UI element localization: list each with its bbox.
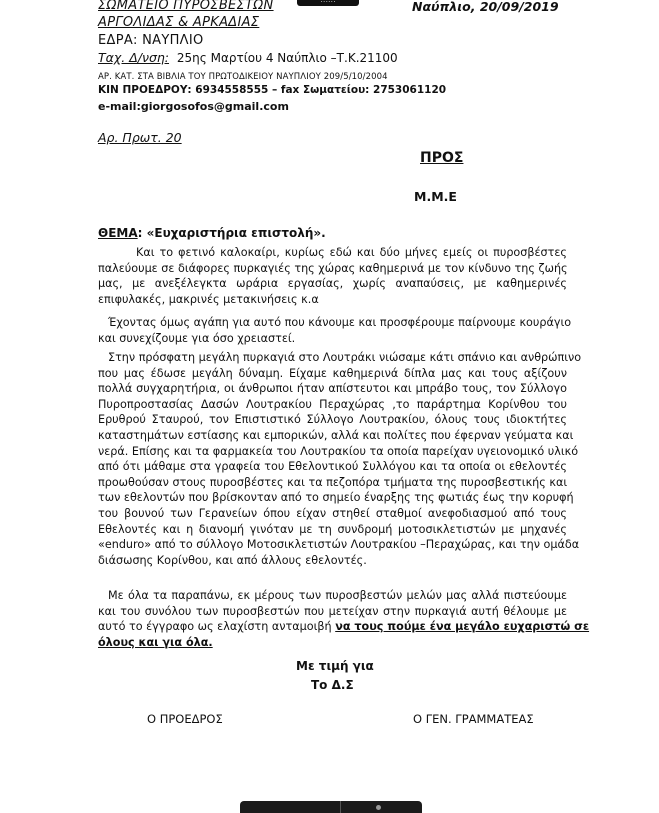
paragraph-line: Εθελοντές και η διανομή γινόταν με τη συνδρομή μοτοσικλετιστών με μηχανές bbox=[98, 522, 567, 536]
paragraph-3 bbox=[98, 350, 582, 568]
paragraph-1 bbox=[98, 245, 567, 307]
closing-line-4 bbox=[98, 635, 567, 651]
org-name-line2: ΑΡΓΟΛΙΔΑΣ & ΑΡΚΑΔΙΑΣ bbox=[98, 15, 260, 30]
paragraph-line: Στην πρόσφατη μεγάλη πυρκαγιά στο Λουτράκι νιώσαμε κάτι σπάνιο και ανθρώπινο bbox=[108, 351, 582, 364]
paragraph-line: καταστημάτων εστίασης και εμπορικών, αλλά και πολίτες που έφερναν γεύματα και bbox=[98, 428, 574, 442]
paragraph-line: διάσωσης Κορίνθου, και από άλλους εθελοντές. bbox=[98, 553, 367, 567]
place-date: Ναύπλιο, 20/09/2019 bbox=[412, 0, 559, 14]
signoff-line-1: Με τιμή για bbox=[296, 659, 374, 673]
org-seat: ΕΔΡΑ: ΝΑΥΠΛΙΟ bbox=[98, 33, 204, 48]
email-address: e-mail:giorgosofos@gmail.com bbox=[98, 100, 289, 113]
paragraph-line: επιφυλακές, μακρινές μετακινήσεις κ.α bbox=[98, 292, 319, 306]
closing-line-3-plain: αυτό το έγγραφο ως ελαχίστη ανταμοιβή bbox=[98, 620, 336, 634]
closing-line-3 bbox=[98, 619, 590, 635]
recipient-name: Μ.Μ.Ε bbox=[414, 189, 457, 204]
paragraph-2 bbox=[98, 315, 572, 346]
org-name-line1: ΣΩΜΑΤΕΙΟ ΠΥΡΟΣΒΕΣΤΩΝ bbox=[98, 0, 274, 13]
paragraph-line: των εθελοντών που βρίσκονταν από το σημείο έναρξης της φωτιάς έως την κορυφή bbox=[98, 491, 574, 505]
paragraph-line: προωθούσαν στους πυροσβέστες και τα πεζοπόρα τμήματα της πυροσβεστικής και bbox=[98, 475, 568, 489]
address-value: 25ης Μαρτίου 4 Ναύπλιο –Τ.Κ.21100 bbox=[176, 51, 398, 65]
paragraph-line: Ερυθρού Σταυρού, τον Επιστιστικό Σύλλογο Λουτρακίου, όλους τους ιδιοκτήτες bbox=[98, 413, 567, 427]
closing-paragraph bbox=[98, 588, 590, 650]
registry-info: ΑΡ. ΚΑΤ. ΣΤΑ ΒΙΒΛΙΑ ΤΟΥ ΠΡΩΤΟΔΙΚΕΙΟΥ ΝΑΥΠΛΙΟΥ 209/5/10/2004 bbox=[98, 72, 388, 82]
closing-line-2: και του συνόλου των πυροσβεστών που μετείχαν στην πυρκαγιά αυτή θέλουμε με bbox=[98, 604, 567, 618]
signature-president: Ο ΠΡΟΕΔΡΟΣ bbox=[147, 712, 223, 726]
address-line bbox=[98, 50, 398, 65]
closing-emphasis-2: όλους και για όλα. bbox=[98, 635, 213, 649]
paragraph-line: Πυροπροστασίας Δασών Λουτρακίου Περαχώρας ,το παράρτημα Κορίνθου του bbox=[98, 397, 567, 411]
paragraph-line: πολλά συγχαρητήρια, οι άνθρωποι ήταν απίστευτοι και μπράβο τους, τον Σύλλογο bbox=[98, 382, 567, 396]
paragraph-line: του βουνού των Γερανείων όπου είχαν στηθεί σταθμοί ανεφοδιασμού από τους bbox=[98, 506, 567, 520]
paragraph-line: και συνεχίζουμε για όσο χρειαστεί. bbox=[98, 331, 296, 345]
paragraph-line: «enduro» από το σύλλογο Μοτοσικλετιστών Λουτρακίου –Περαχώρας, και την ομάδα bbox=[98, 538, 580, 552]
protocol-number: Αρ. Πρωτ. 20 bbox=[98, 130, 182, 145]
address-label: Ταχ. Δ/νση: bbox=[98, 50, 170, 65]
paragraph-line: που μας έδωσε μεγάλη δύναμη. Είχαμε καθημερινά δίπλα μας και τους αξίζουν bbox=[98, 366, 567, 380]
overlay-tab bbox=[297, 0, 359, 6]
paragraph-line: Και το φετινό καλοκαίρι, κυρίως εδώ και δύο μήνες εμείς οι πυροσβέστες bbox=[136, 246, 567, 259]
toolbar-divider bbox=[340, 801, 341, 813]
viewer-toolbar[interactable] bbox=[240, 801, 422, 813]
signature-secretary: Ο ΓΕΝ. ΓΡΑΜΜΑΤΕΑΣ bbox=[413, 712, 534, 726]
subject-label-text: ΘΕΜΑ bbox=[98, 226, 138, 240]
closing-line-1: Με όλα τα παραπάνω, εκ μέρους των πυροσβεστών μελών μας αλλά πιστεύουμε bbox=[108, 589, 567, 602]
phone-fax-info: ΚΙΝ ΠΡΟΕΔΡΟΥ: 6934558555 – fax Σωματείου: 2753061120 bbox=[98, 84, 447, 96]
paragraph-line: παλεύουμε σε διάφορες πυρκαγιές της χώρας καθημερινά με τον κίνδυνο της ζωής bbox=[98, 261, 568, 275]
paragraph-line: μας, με ανεξέλεγκτα ωράρια εργασίας, χωρίς αναπαύσεις, με καθημερινές bbox=[98, 277, 567, 291]
paragraph-line: Έχοντας όμως αγάπη για αυτό που κάνουμε και προσφέρουμε παίρνουμε κουράγιο bbox=[108, 316, 572, 329]
subject-line bbox=[98, 226, 326, 240]
recipient-label: ΠΡΟΣ bbox=[420, 150, 464, 166]
paragraph-line: νερά. Επίσης και τα φαρμακεία του Λουτρακίου τα οποία παρείχαν υγειονομικό υλικό bbox=[98, 444, 579, 458]
subject-value: : «Ευχαριστήρια επιστολή». bbox=[137, 226, 326, 240]
toolbar-dot-icon[interactable] bbox=[376, 805, 381, 810]
signoff-line-2: Το Δ.Σ bbox=[311, 678, 354, 692]
closing-emphasis-1: να τους πούμε ένα μεγάλο ευχαριστώ σε bbox=[335, 620, 590, 634]
paragraph-line: από ότι μάθαμε στα γραφεία του Εθελοντικού Συλλόγου και τα οποία οι εθελοντές bbox=[98, 460, 567, 474]
